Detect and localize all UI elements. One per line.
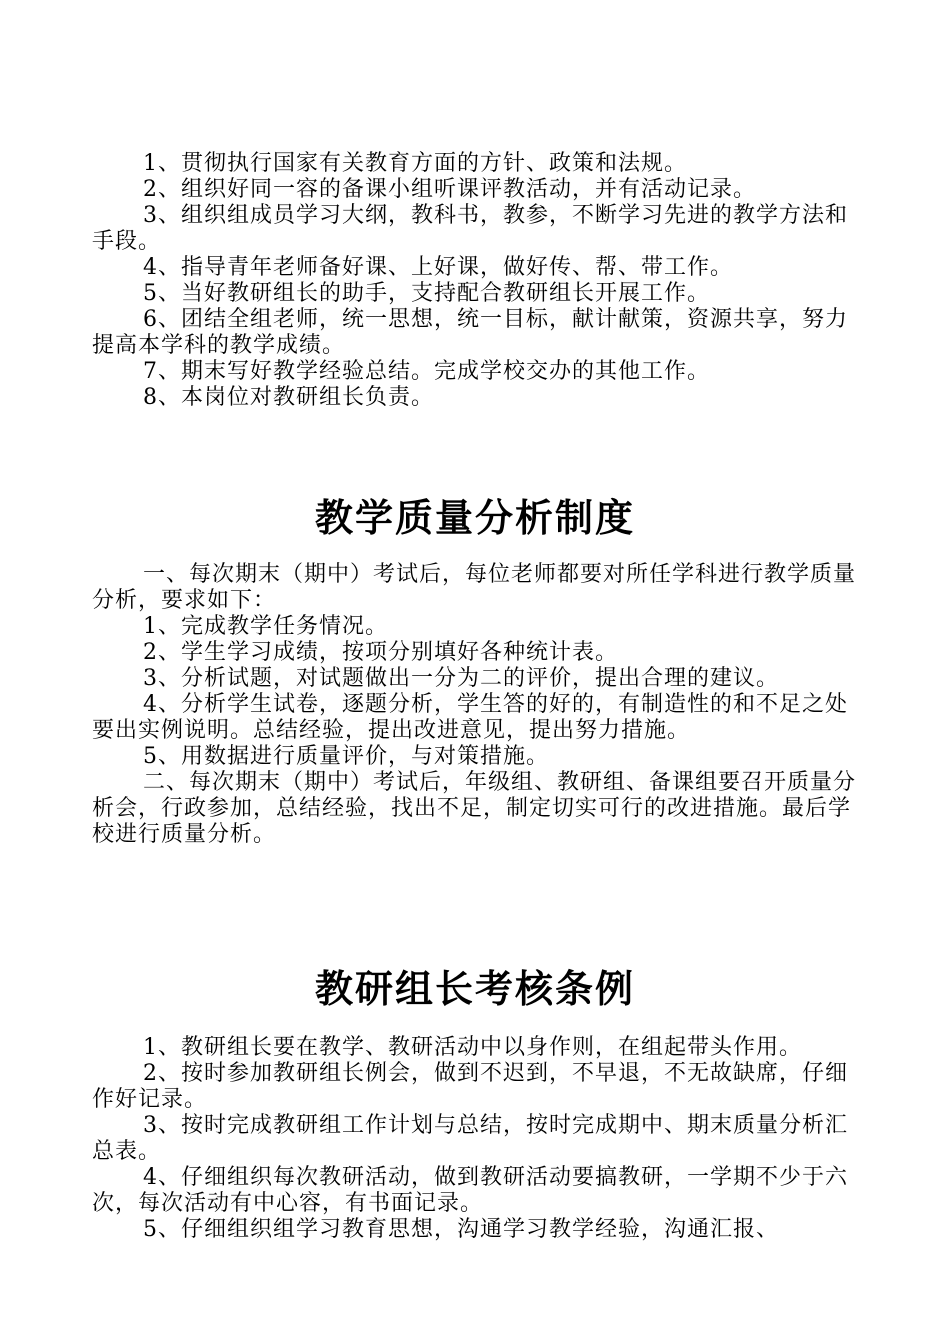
list-item: 3、分析试题，对试题做出一分为二的评价，提出合理的建议。 [143, 666, 779, 691]
list-item: 4、仔细组织每次教研活动，做到教研活动要搞教研，一学期不少于六次，每次活动有中心容，有书面记录。 [92, 1165, 848, 1216]
section-title: 教研组长考核条例 [314, 967, 635, 1011]
list-item: 8、本岗位对教研组长负责。 [143, 385, 434, 410]
list-item: 1、贯彻执行国家有关教育方面的方针、政策和法规。 [143, 151, 687, 176]
list-item: 2、学生学习成绩，按项分别填好各种统计表。 [143, 640, 618, 665]
list-item: 2、组织好同一容的备课小组听课评教活动，并有活动记录。 [143, 177, 756, 202]
list-item: 3、按时完成教研组工作计划与总结，按时完成期中、期末质量分析汇总表。 [92, 1113, 848, 1164]
list-item: 4、指导青年老师备好课、上好课，做好传、帮、带工作。 [143, 255, 733, 280]
paragraph: 一、每次期末（期中）考试后，每位老师都要对所任学科进行教学质量分析，要求如下： [92, 562, 857, 613]
section-title: 教学质量分析制度 [314, 496, 635, 540]
list-item: 5、当好教研组长的助手，支持配合教研组长开展工作。 [143, 281, 710, 306]
duties-list [92, 151, 868, 411]
list-item: 1、教研组长要在教学、教研活动中以身作则，在组起带头作用。 [143, 1035, 802, 1060]
assessment-rules-body [92, 1035, 868, 1243]
list-item: 3、组织组成员学习大纲，教科书，教参，不断学习先进的教学方法和手段。 [92, 203, 848, 254]
list-item: 4、分析学生试卷，逐题分析，学生答的好的，有制造性的和不足之处要出实例说明。总结经验，提出改进意见，提出努力措施。 [92, 692, 848, 743]
list-item: 2、按时参加教研组长例会，做到不迟到，不早退，不无故缺席，仔细作好记录。 [92, 1061, 848, 1112]
quality-analysis-body [92, 562, 868, 848]
list-item: 1、完成教学任务情况。 [143, 614, 388, 639]
list-item: 7、期末写好教学经验总结。完成学校交办的其他工作。 [143, 359, 710, 384]
paragraph: 二、每次期末（期中）考试后，年级组、教研组、备课组要召开质量分析会，行政参加，总结经验，找出不足，制定切实可行的改进措施。最后学校进行质量分析。 [92, 770, 857, 847]
list-item: 6、团结全组老师，统一思想，统一目标，献计献策，资源共享，努力提高本学科的教学成绩。 [92, 307, 848, 358]
list-item: 5、用数据进行质量评价，与对策措施。 [143, 744, 549, 769]
list-item: 5、仔细组织组学习教育思想，沟通学习教学经验，沟通汇报、 [143, 1217, 779, 1242]
